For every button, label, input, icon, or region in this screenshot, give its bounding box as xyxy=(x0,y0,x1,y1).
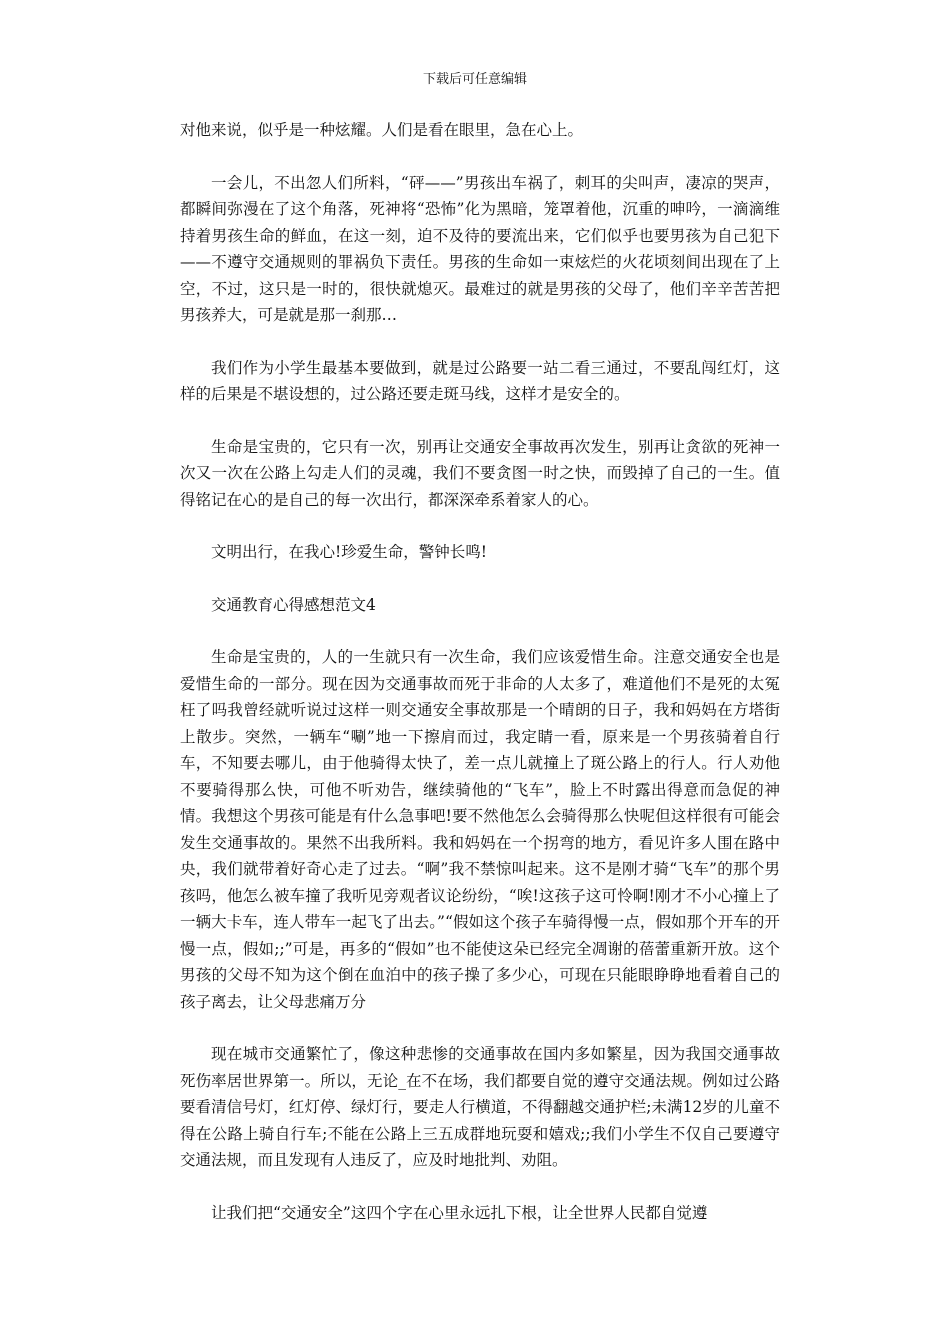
paragraph: 生命是宝贵的，它只有一次，别再让交通安全事故再次发生，别再让贪欲的死神一次又一次在公路上勾走人们的灵魂，我们不要贪图一时之快，而毁掉了自己的一生。值得铭记在心的是自己的每一次出行，都深深牵系着家人的心。 xyxy=(180,437,780,509)
paragraph: 文明出行，在我心!珍爱生命，警钟长鸣! xyxy=(211,543,487,561)
section-title: 交通教育心得感想范文4 xyxy=(211,595,376,614)
paragraph: 生命是宝贵的，人的一生就只有一次生命，我们应该爱惜生命。注意交通安全也是爱惜生命的一部分。现在因为交通事故而死于非命的人太多了，难道他们不是死的太冤枉了吗我曾经就听说过这样一则交通安全事故那是一个晴朗的日子，我和妈妈在方塔街上散步。突然，一辆车“唰”地一下擦肩而过，我定睛一看，原来是一个男孩骑着自行车，不知要去哪儿，由于他骑得太快了，差一点儿就撞上了斑公路上的行人。行人劝他不要骑得那么快，可他不听劝告，继续骑他的“飞车”，脸上不时露出得意而急促的神情。我想这个男孩可能是有什么急事吧!要不然他怎么会骑得那么快呢但这样很有可能会发生交通事故的。果然不出我所料。我和妈妈在一个拐弯的地方，看见许多人围在路中央，我们就带着好奇心走了过去。“啊”我不禁惊叫起来。这不是刚才骑“飞车”的那个男孩吗，他怎么被车撞了我听见旁观者议论纷纷，“唉!这孩子这可怜啊!刚才不小心撞上了一辆大卡车，连人带车一起飞了出去。”“假如这个孩子车骑得慢一点，假如那个开车的开慢一点，假如;;”可是，再多的“假如”也不能使这朵已经完全凋谢的蓓蕾重新开放。这个男孩的父母不知为这个倒在血泊中的孩子操了多少心，可现在只能眼睁睁地看着自己的孩子离去，让父母悲痛万分 xyxy=(180,648,780,1011)
page-header: 下载后可任意编辑 xyxy=(422,72,527,87)
document-body xyxy=(180,117,780,1252)
paragraph: 让我们把“交通安全”这四个字在心里永远扎下根，让全世界人民都自觉遵 xyxy=(211,1203,708,1222)
paragraph: 对他来说，似乎是一种炫耀。人们是看在眼里，急在心上。 xyxy=(180,121,584,139)
paragraph: 我们作为小学生最基本要做到，就是过公路要一站二看三通过，不要乱闯红灯，这样的后果是不堪设想的，过公路还要走斑马线，这样才是安全的。 xyxy=(180,358,780,403)
paragraph: 一会儿，不出忽人们所料，“砰——”男孩出车祸了，刺耳的尖叫声，凄凉的哭声，都瞬间弥漫在了这个角落，死神将“恐怖”化为黑暗，笼罩着他，沉重的呻吟，一滴滴维持着男孩生命的鲜血，在这一刻，迫不及待的要流出来，它们似乎也要男孩为自己犯下——不遵守交通规则的罪祸负下责任。男孩的生命如一束炫烂的火花顷刻间出现在了上空，不过，这只是一时的，很快就熄灭。最难过的就是男孩的父母了，他们辛辛苦苦把男孩养大，可是就是那一刹那… xyxy=(180,173,780,324)
paragraph: 现在城市交通繁忙了，像这种悲惨的交通事故在国内多如繁星，因为我国交通事故死伤率居世界第一。所以，无论_在不在场，我们都要自觉的遵守交通法规。例如过公路要看清信号灯，红灯停、绿灯行，要走人行横道，不得翻越交通护栏;未满12岁的儿童不得在公路上骑自行车;不能在公路上三五成群地玩耍和嬉戏;;我们小学生不仅自己要遵守交通法规，而且发现有人违反了，应及时地批判、劝阻。 xyxy=(180,1045,780,1169)
